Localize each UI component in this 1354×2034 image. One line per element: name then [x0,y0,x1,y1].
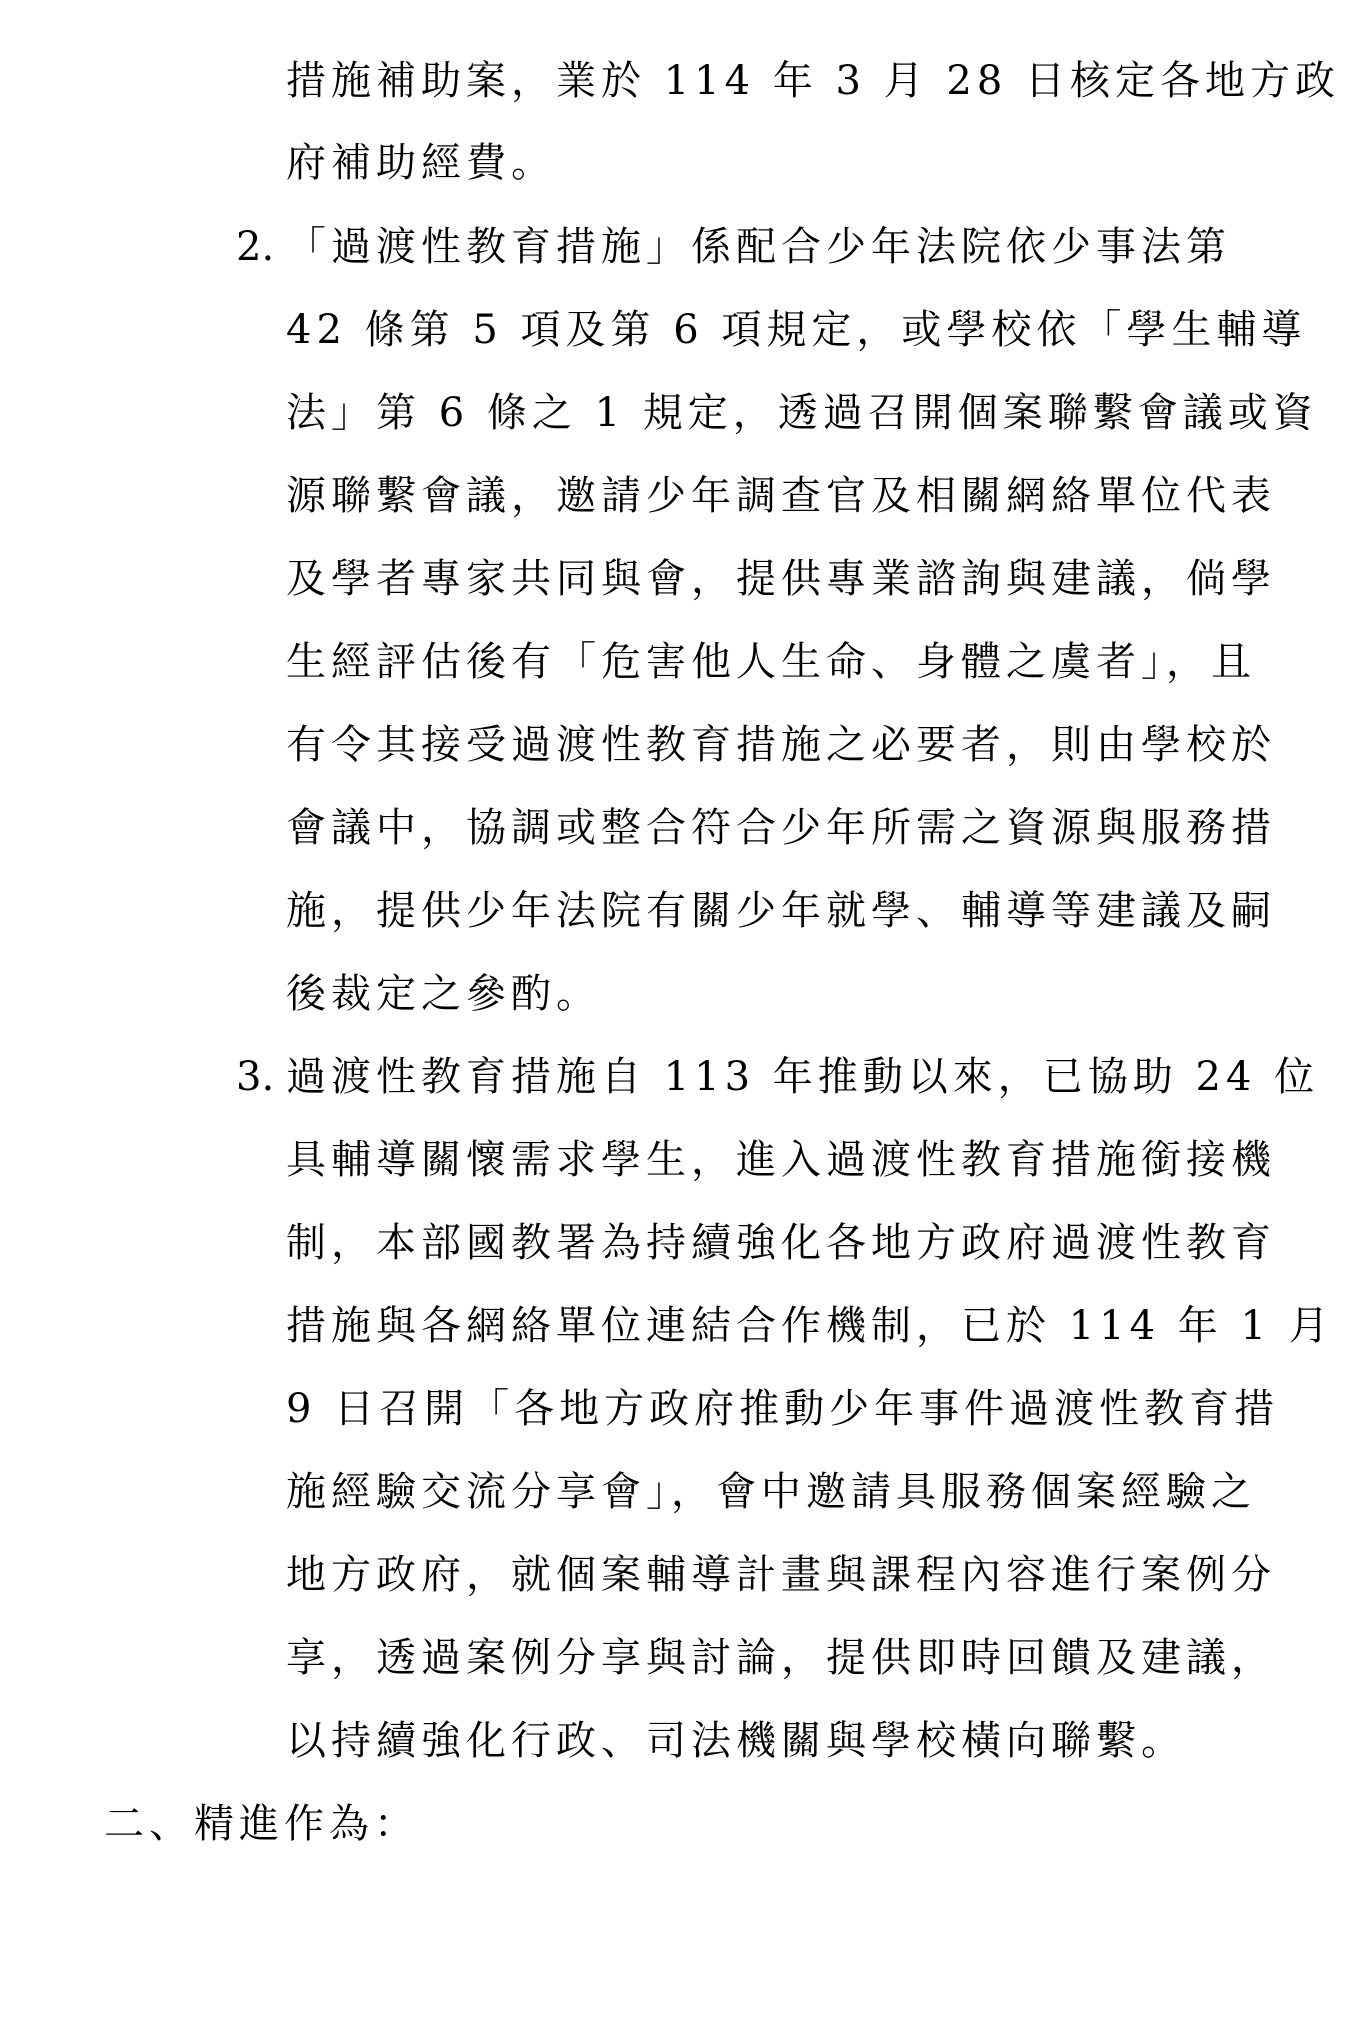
item2-text-line-2: 42 條第 5 項及第 6 項規定，或學校依「學生輔導 [286,307,1307,353]
item3-number: 3. [236,1054,275,1100]
item3-text-line-3: 制，本部國教署為持續強化各地方政府過渡性教育 [286,1220,1276,1266]
item2-text-line-1: 「過渡性教育措施」係配合少年法院依少事法第 [286,224,1231,270]
item2-text-line-5: 及學者專家共同與會，提供專業諮詢與建議，倘學 [286,556,1276,602]
item3-text-line-8: 享，透過案例分享與討論，提供即時回饋及建議， [286,1635,1276,1681]
item2-text-line-3: 法」第 6 條之 1 規定，透過召開個案聯繫會議或資 [286,390,1318,436]
item2-text-line-4: 源聯繫會議，邀請少年調查官及相關網絡單位代表 [286,473,1276,519]
item3-text-line-4: 措施與各網絡單位連結合作機制，已於 114 年 1 月 [286,1303,1334,1349]
section-heading: 二、精進作為： [104,1801,419,1847]
item3-text-line-2: 具輔導關懷需求學生，進入過渡性教育措施銜接機 [286,1137,1276,1183]
item1-text-line-2: 府補助經費。 [286,140,556,186]
item3-text-line-7: 地方政府，就個案輔導計畫與課程內容進行案例分 [286,1552,1276,1598]
item2-text-line-9: 施，提供少年法院有關少年就學、輔導等建議及嗣 [286,888,1276,934]
item3-text-line-9: 以持續強化行政、司法機關與學校橫向聯繫。 [286,1718,1186,1764]
item2-number: 2. [236,224,275,270]
item3-text-line-6: 施經驗交流分享會」，會中邀請具服務個案經驗之 [286,1469,1256,1515]
item2-text-line-10: 後裁定之參酌。 [286,971,601,1017]
item2-text-line-8: 會議中，協調或整合符合少年所需之資源與服務措 [286,805,1276,851]
item2-text-line-7: 有令其接受過渡性教育措施之必要者，則由學校於 [286,722,1276,768]
item2-text-line-6: 生經評估後有「危害他人生命、身體之虞者」，且 [286,639,1256,685]
item3-text-line-1: 過渡性教育措施自 113 年推動以來，已協助 24 位 [286,1054,1320,1100]
item3-text-line-5: 9 日召開「各地方政府推動少年事件過渡性教育措 [286,1386,1280,1432]
item1-text-line-1: 措施補助案，業於 114 年 3 月 28 日核定各地方政 [286,58,1340,104]
